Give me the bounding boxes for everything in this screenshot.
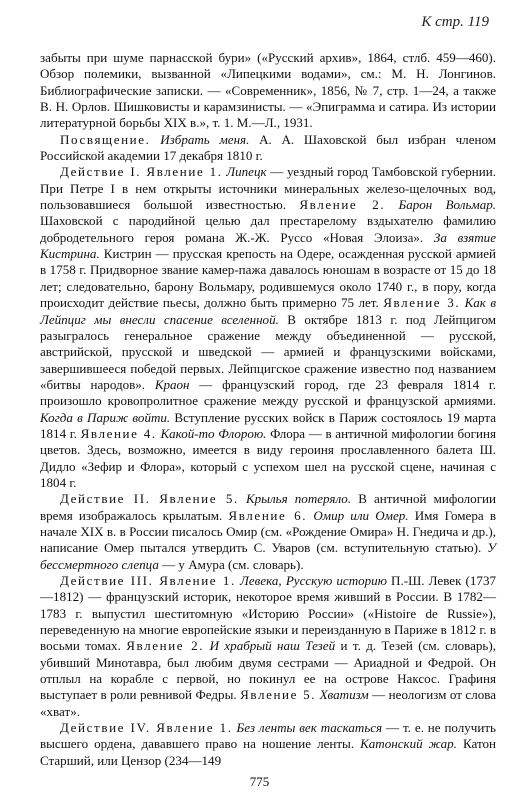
commentary-paragraph [40, 50, 496, 132]
note-text: А. А. Шаховской был избран членом Российской академии 17 декабря 1810 г. [40, 131, 496, 164]
lemma-quote: У бессмертного слепца [40, 540, 496, 572]
note-text: Имя Гомера в начале XIX в. в России писалось Омир (см. «Рождение Омира» Н. Гнедича и др.), написание Омер пытался утвердить С. Уваров (см. вступительную статью). [40, 507, 496, 556]
section-heading: Явление 4. [80, 425, 157, 441]
lemma-quote: Краон [154, 376, 190, 392]
section-heading: Явление 2. [299, 197, 386, 213]
section-heading: Явление 6. [228, 507, 308, 523]
lemma-quote: Липецк [226, 164, 267, 180]
section-heading: Явление 2. [126, 638, 205, 654]
note-text: забыты при шуме парнасской бури» («Русский архив», 1864, стлб. 459—460). Обзор полемики, вызванной «Липецкими водами», см.: М. Н. Лонгинов. Библиографические записки. — «Современник», 1856, № 7, стр. 1—24, а также В. Н. Орлов. Шишковисты и карамзинисты. — «Эпиграмма и сатира. Из истории литературной борьбы XIX в.», т. 1. М.—Л., 1931. [40, 50, 496, 131]
section-heading: Действие II. Явление 5. [60, 491, 239, 507]
commentary-text [40, 50, 496, 769]
note-text [385, 197, 398, 212]
lemma-quote: И храбрый наш Тезей [209, 638, 336, 654]
lemma-quote: Без ленты век таскаться [236, 720, 383, 736]
lemma-quote: Какой-то Флорою. [160, 425, 267, 441]
section-heading: Явление 3. [383, 295, 461, 311]
note-text [151, 132, 161, 147]
page-reference-header: К стр. 119 [421, 14, 489, 30]
commentary-paragraph [40, 573, 496, 720]
note-text: — у Амура (см. словарь). [158, 556, 304, 572]
section-heading: Действие IV. Явление 1. [60, 720, 233, 736]
note-text: — французский город, где 23 февраля 1814 г. произошло кровопролитное сражение между русской и французской армиями. [40, 376, 496, 409]
section-heading: Явление 5. [240, 687, 317, 703]
lemma-quote: Хватизм [319, 687, 369, 703]
note-text: П.-Ш. Левек (1737—1812) — французский историк, некоторое время живший в России. В 1782—1783 г. выпустил шеститомную «Историю России» («Histoire de Russie»), переведенную на многие европейские языки и переизданную в Париже в 1812 г. в восьми томах. [40, 573, 496, 654]
note-text: — т. е. не получить высшего ордена, дававшего право на ношение ленты. [40, 720, 497, 752]
section-heading: Посвящение. [60, 131, 151, 147]
commentary-paragraph [40, 132, 496, 165]
commentary-paragraph [40, 164, 496, 491]
lemma-quote: Избрать меня. [160, 131, 250, 147]
section-heading: Действие I. Явление 1. [60, 164, 223, 180]
commentary-paragraph [40, 491, 496, 573]
note-text: Вступление русских войск в Париж состоялось 19 марта 1814 г. [40, 409, 496, 441]
lemma-quote: Левека, Русскую историю [240, 573, 387, 588]
lemma-quote: Как в Лейпциг мы внесли спасение вселенной. [40, 295, 497, 327]
lemma-quote: Крылья потеряло. [245, 491, 352, 507]
note-text: Катон Старший, или Цензор (234—149 [40, 736, 496, 768]
section-heading: Действие III. Явление 1. [60, 573, 236, 588]
lemma-quote: За взятие Кистрина. [40, 229, 496, 262]
note-text: Шаховской с пародийной целью дал престарелому вздыхателю фамилию добродетельного героя романа Ж.-Ж. Руссо «Новая Элоиза». [40, 213, 496, 245]
note-text [239, 491, 246, 506]
page-number: 775 [249, 774, 270, 789]
lemma-quote: Омир или Омер. [313, 507, 409, 523]
lemma-quote: Когда в Париж войти. [40, 409, 171, 425]
note-text: Кистрин — прусская крепость на Одере, осажденная русской армией в 1758 г. Придворное звание камер-пажа давалось юношам в возрасте от 15 до 18 лет; следовательно, барону Вольмару, родившемуся около 1740 г., в пору, когда происходит действие пьесы, должно быть примерно 75 лет. [40, 246, 496, 311]
lemma-quote: Катонский жар. [360, 736, 457, 752]
note-text: В античной мифологии время изображалось крылатым. [40, 491, 497, 523]
note-text: — неологизм от слова «хват». [40, 687, 497, 719]
commentary-paragraph [40, 720, 496, 769]
note-text: Флора — в античной мифологии богиня цветов. Здесь, возможно, имеется в виду героиня прославленного балета Ш. Дидло «Зефир и Флора», который с успехом шел на русской сцене, начиная с 1804 г. [40, 425, 496, 490]
note-text: и т. д. Тезей (см. словарь), убивший Минотавра, был любим двумя сестрами — Ариадной и Федрой. Он отплыл на корабле с первой, но покинул ее на острове Наксос. Графиня выступает в роли ревнивой Федры. [40, 638, 496, 703]
note-text: В октябре 1813 г. под Лейпцигом разыгралось генеральное сражение между объединенной — русской, австрийской, прусской и шведской — армией и французскими войсками, завершившееся победой первых. Лейпцигское сражение известно под названием «битвы народов». [40, 311, 496, 392]
lemma-quote: Барон Вольмар. [398, 197, 497, 213]
note-text: — уездный город Тамбовской губернии. При Петре I в нем открыты источники минеральных железо-щелочных вод, пользовавшиеся большой известностью. [40, 164, 496, 213]
